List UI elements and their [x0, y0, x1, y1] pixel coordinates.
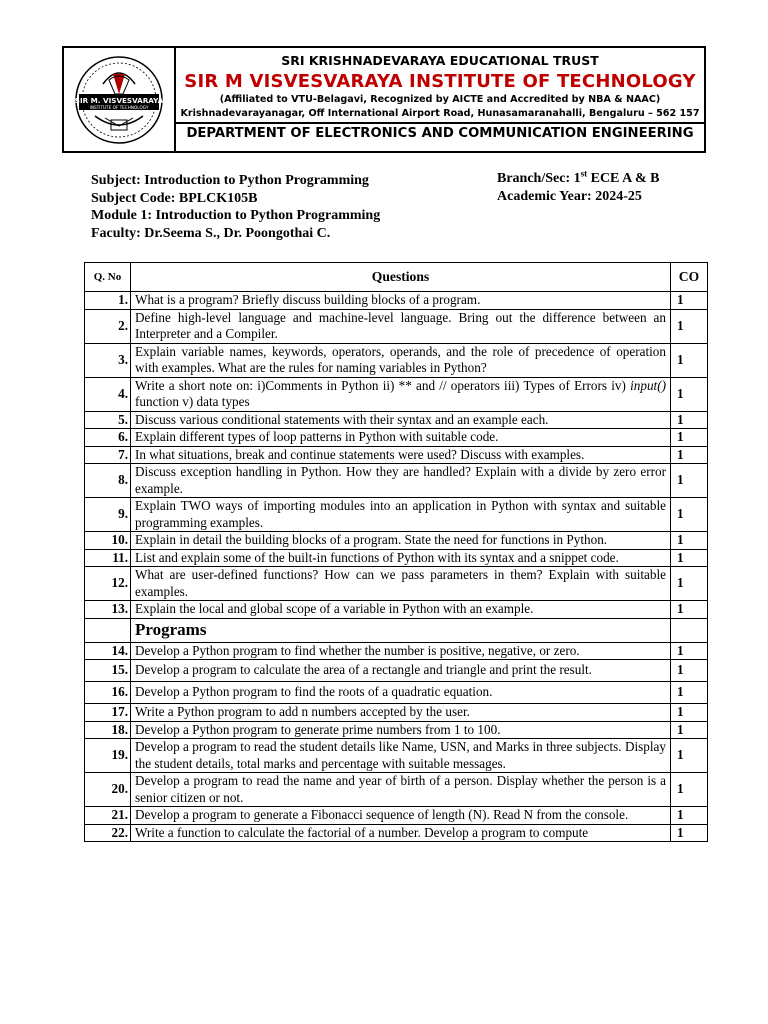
table-row	[85, 739, 708, 773]
co-value: 1	[671, 721, 708, 739]
question-number: 17.	[85, 704, 131, 722]
module-line: Module 1: Introduction to Python Programming	[91, 208, 381, 223]
academic-year-line: Academic Year: 2024-25	[497, 188, 642, 204]
question-number: 18.	[85, 721, 131, 739]
co-value: 1	[671, 601, 708, 619]
co-value: 1	[671, 377, 708, 411]
faculty-line: Faculty: Dr.Seema S., Dr. Poongothai C.	[91, 225, 331, 241]
question-text: List and explain some of the built-in functions of Python with its syntax and a snippet code.	[131, 549, 671, 567]
question-number: 8.	[85, 464, 131, 498]
trust-name: SRI KRISHNADEVARAYA EDUCATIONAL TRUST	[281, 53, 599, 68]
table-row	[85, 498, 708, 532]
question-number: 21.	[85, 807, 131, 825]
branch-prefix: Branch/Sec: 1	[497, 171, 581, 186]
question-text: What are user-defined functions? How can we pass parameters in them? Explain with suitable examples.	[131, 567, 671, 601]
question-text: Discuss various conditional statements with their syntax and an example each.	[131, 411, 671, 429]
question-text: What is a program? Briefly discuss building blocks of a program.	[131, 292, 671, 310]
table-row	[85, 824, 708, 842]
co-value: 1	[671, 309, 708, 343]
table-row	[85, 464, 708, 498]
question-text: Write a function to calculate the factorial of a number. Develop a program to compute	[131, 824, 671, 842]
co-value: 1	[671, 532, 708, 550]
subject-code-line: Subject Code: BPLCK105B	[91, 190, 258, 206]
co-value: 1	[671, 807, 708, 825]
co-value: 1	[671, 824, 708, 842]
affiliation-line: (Affiliated to VTU-Belagavi, Recognized by AICTE and Accredited by NBA & NAAC)	[219, 94, 661, 105]
question-number: 2.	[85, 309, 131, 343]
question-number: 13.	[85, 601, 131, 619]
logo-subtext: INSTITUTE OF TECHNOLOGY	[89, 104, 149, 110]
question-table	[84, 262, 708, 842]
question-number: 12.	[85, 567, 131, 601]
logo-text: SIR M. VISVESVARAYA	[74, 95, 164, 105]
header-text-block	[176, 48, 704, 151]
question-text: Write a Python program to add n numbers accepted by the user.	[131, 704, 671, 722]
course-meta-right	[497, 170, 659, 205]
table-row	[85, 567, 708, 601]
institute-name: SIR M VISVESVARAYA INSTITUTE OF TECHNOLOGY	[184, 71, 696, 92]
branch-line	[497, 170, 659, 188]
co-value: 1	[671, 682, 708, 704]
co-header: CO	[671, 263, 708, 292]
table-row	[85, 411, 708, 429]
co-value: 1	[671, 739, 708, 773]
co-value: 1	[671, 498, 708, 532]
table-row	[85, 660, 708, 682]
co-value: 1	[671, 660, 708, 682]
question-number: 10.	[85, 532, 131, 550]
question-text: In what situations, break and continue statements were used? Discuss with examples.	[131, 446, 671, 464]
table-row	[85, 343, 708, 377]
co-value: 1	[671, 642, 708, 660]
question-text-italic: input()	[630, 377, 666, 393]
section-row-programs	[85, 618, 708, 642]
question-number: 4.	[85, 377, 131, 411]
institute-logo-icon	[73, 54, 165, 146]
question-number: 7.	[85, 446, 131, 464]
co-value: 1	[671, 411, 708, 429]
course-meta-left	[91, 172, 380, 242]
section-empty-cell	[671, 618, 708, 642]
table-row	[85, 377, 708, 411]
question-text: Develop a program to generate a Fibonacci sequence of length (N). Read N from the console.	[131, 807, 671, 825]
question-text: Explain variable names, keywords, operators, operands, and the role of precedence of operation with examples. What are the rules for naming variables in Python?	[131, 343, 671, 377]
question-number: 16.	[85, 682, 131, 704]
co-value: 1	[671, 567, 708, 601]
question-text: Develop a program to calculate the area of a rectangle and triangle and print the result.	[131, 660, 671, 682]
table-header-row	[85, 263, 708, 292]
co-value: 1	[671, 704, 708, 722]
institution-header	[62, 46, 706, 153]
subject-line: Subject: Introduction to Python Programming	[91, 173, 369, 188]
question-number: 19.	[85, 739, 131, 773]
question-text-part: Write a short note on: i)Comments in Python ii) ** and // operators iii) Types of Errors iv)	[135, 377, 631, 393]
question-text	[131, 377, 671, 411]
qno-header: Q. No	[85, 263, 131, 292]
table-row	[85, 807, 708, 825]
question-number: 3.	[85, 343, 131, 377]
question-text: Explain different types of loop patterns in Python with suitable code.	[131, 429, 671, 447]
co-value: 1	[671, 446, 708, 464]
table-row	[85, 721, 708, 739]
co-value: 1	[671, 343, 708, 377]
question-number: 6.	[85, 429, 131, 447]
logo-cell	[64, 48, 176, 151]
question-number: 22.	[85, 824, 131, 842]
co-value: 1	[671, 429, 708, 447]
table-row	[85, 773, 708, 807]
branch-suffix: ECE A & B	[587, 171, 660, 186]
question-number: 9.	[85, 498, 131, 532]
question-number: 1.	[85, 292, 131, 310]
question-text-part: function v) data types	[135, 394, 250, 409]
table-row	[85, 601, 708, 619]
question-number: 5.	[85, 411, 131, 429]
question-text: Explain the local and global scope of a variable in Python with an example.	[131, 601, 671, 619]
question-text: Develop a Python program to find the roots of a quadratic equation.	[131, 682, 671, 704]
table-row	[85, 292, 708, 310]
question-text: Develop a Python program to find whether the number is positive, negative, or zero.	[131, 642, 671, 660]
table-row	[85, 429, 708, 447]
co-value: 1	[671, 773, 708, 807]
section-title: Programs	[131, 618, 671, 642]
question-number: 15.	[85, 660, 131, 682]
co-value: 1	[671, 292, 708, 310]
table-row	[85, 704, 708, 722]
branch-sup: st	[580, 168, 588, 179]
question-number: 14.	[85, 642, 131, 660]
question-text: Discuss exception handling in Python. How they are handled? Explain with a divide by zero error example.	[131, 464, 671, 498]
question-number: 20.	[85, 773, 131, 807]
department-name: DEPARTMENT OF ELECTRONICS AND COMMUNICATION ENGINEERING	[176, 122, 704, 141]
table-row	[85, 532, 708, 550]
table-row	[85, 642, 708, 660]
co-value: 1	[671, 464, 708, 498]
questions-header: Questions	[131, 263, 671, 292]
question-text: Develop a program to read the student details like Name, USN, and Marks in three subjects. Display the student details, total marks and percentage with suitable messages.	[131, 739, 671, 773]
co-value: 1	[671, 549, 708, 567]
question-text: Define high-level language and machine-level language. Bring out the difference between an Interpreter and a Compiler.	[131, 309, 671, 343]
address-line: Krishnadevarayanagar, Off International Airport Road, Hunasamaranahalli, Bengaluru – 562 157	[180, 108, 700, 119]
table-row	[85, 549, 708, 567]
question-text: Develop a program to read the name and year of birth of a person. Display whether the person is a senior citizen or not.	[131, 773, 671, 807]
question-text: Explain in detail the building blocks of a program. State the need for functions in Python.	[131, 532, 671, 550]
table-row	[85, 309, 708, 343]
table-row	[85, 682, 708, 704]
question-number: 11.	[85, 549, 131, 567]
question-text: Explain TWO ways of importing modules into an application in Python with syntax and suitable programming examples.	[131, 498, 671, 532]
question-text: Develop a Python program to generate prime numbers from 1 to 100.	[131, 721, 671, 739]
section-empty-cell	[85, 618, 131, 642]
table-row	[85, 446, 708, 464]
